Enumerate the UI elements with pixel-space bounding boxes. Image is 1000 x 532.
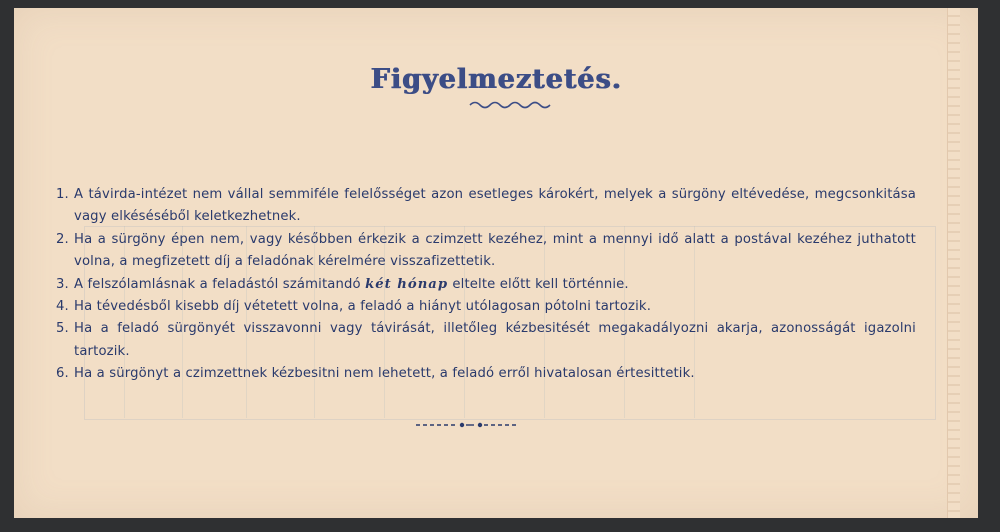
wavy-underline-ornament [468, 98, 554, 112]
list-item [56, 296, 916, 318]
item-number: 2. [56, 231, 69, 247]
list-item [56, 229, 916, 274]
item-text-after: eltelte előtt kell történnie. [452, 276, 629, 292]
dotted-divider-ornament [414, 419, 518, 431]
item-text: A távirda-intézet nem vállal semmiféle felelősséget azon esetleges károkért, melyek a sürgöny eltévedése, megcsonkitása vagy elkéséséből keletkezhetnek. [74, 187, 916, 225]
item-text: Ha a sürgöny épen nem, vagy későbben érkezik a czimzett kezéhez, mint a mennyi idő alatt a postával kezéhez juthatott volna, a megfizetett díj a feladónak kérelmére visszafizettetik. [74, 231, 916, 270]
item-number: 1. [56, 187, 69, 202]
item-text [74, 274, 916, 296]
item-number: 4. [56, 299, 69, 315]
item-number: 5. [56, 321, 69, 337]
item-text: Ha a sürgönyt a czimzettnek kézbesitni nem lehetett, a feladó erről hivatalosan értesittetik. [74, 366, 695, 382]
list-item [56, 184, 916, 229]
item-text: Ha tévedésből kisebb díj vétetett volna, a feladó a hiányt utólagosan pótolni tartozik. [74, 299, 652, 315]
notice-list [56, 184, 916, 386]
list-item [56, 363, 916, 385]
item-text: Ha a feladó sürgönyét visszavonni vagy távirását, illetőleg kézbesitését megakadályozni akarja, azonosságát igazolni tartozik. [74, 321, 916, 359]
item-number: 3. [56, 276, 69, 292]
item-number: 6. [56, 366, 69, 382]
page-title: Figyelmeztetés. [370, 64, 622, 95]
list-item [56, 274, 916, 296]
telegram-form-back [14, 8, 978, 518]
emphasis-text: két hónap [365, 276, 449, 292]
list-item [56, 318, 916, 363]
item-text-before: A felszólamlásnak a feladástól számitandó [74, 276, 361, 292]
